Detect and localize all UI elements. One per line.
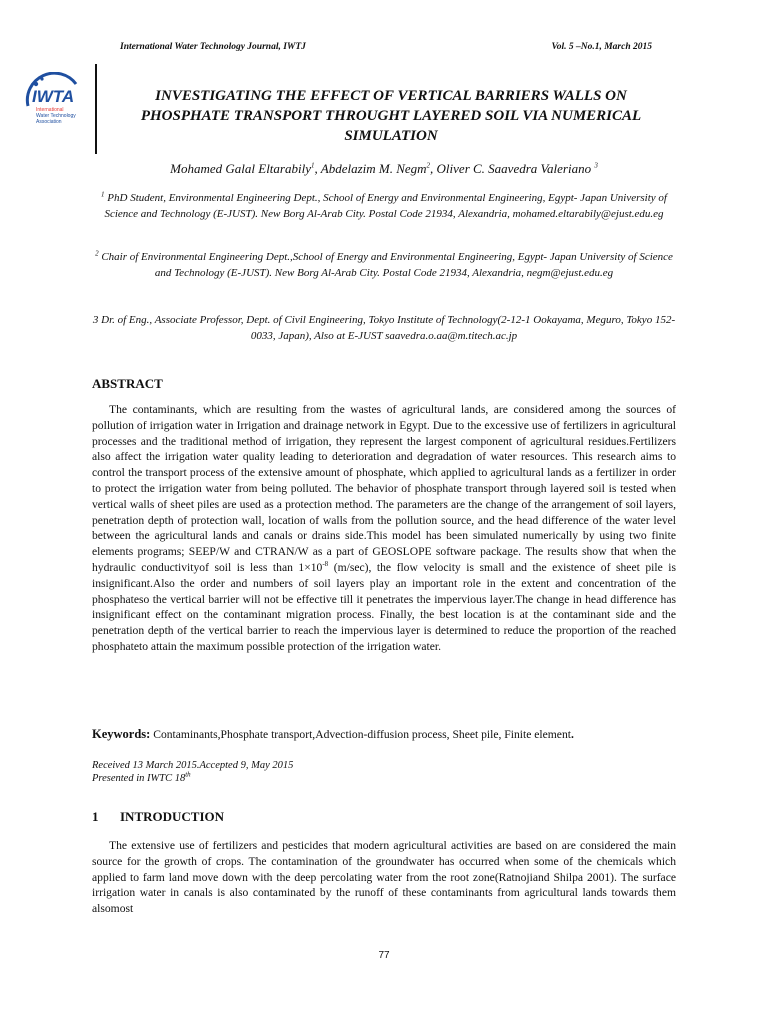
page-number: 77 <box>378 950 390 961</box>
abstract-text: The contaminants, which are resulting from the wastes of agricultural lands, are considered among the sources of pollution of irrigation water in Irrigation and drainage network in Egypt. Due to the excessive use of fertilizers in agricultural processes and the traditional method of irrigation, they represent the largest component of agricultural residues.Fertilizers also affect the irrigation water quality leading to deterioration and degradation of water resources. This research aims to control the transport process of the extensive amount of phosphate, which applied to agricultural lands as a fertilizer in order to protect the irrigation water from being polluted. The behavior of phosphate transport through layered soil is tested when vertical walls of sheet piles are used as a protection method. The parameters are the change of the arrangement of soil layers, penetration depth of protection wall, location of walls from the pollution source, and the head difference of the water level between the agricultural lands and canals or drains side.This model has been simulated numerically by using two finite elements programs; SEEP/W and CTRAN/W as a part of GEOSLOPE software package. The results show that when the hydraulic conductivityof soil is less than $1\times 10^{-8}$ (m/sec), the flow velocity is small and the existence of sheet pile is insignificant.Also the order and numbers of soil layers play an important role in the extent and concentration of the phosphateso the vertical barrier will not be effective till it penetrates the impervious layer.The change in head difference has insignificant effect on the contaminant migration process. Finally, the best location is at the contaminant side and the penetration depth of the vertical barrier to reach the impervious layer is determined to reduce the proportion of the reached phosphateto attain the maximum possible protection of the irrigation water. <box>92 403 676 653</box>
publication-dates <box>92 759 293 785</box>
svg-text:IWTA: IWTA <box>32 87 75 106</box>
section-heading-introduction <box>92 809 224 825</box>
section-title: INTRODUCTION <box>120 809 225 824</box>
author-sup: 1 <box>310 161 315 170</box>
svg-text:Water Technology: Water Technology <box>36 113 76 119</box>
introduction-text: The extensive use of fertilizers and pesticides that modern agricultural activities are based on are considered the main source for the growth of crops. The contamination of the groundwater has occurred when some of the chemicals which applied to farm land move down with the deep percolating water from the root zone(Ratnojiand Shilpa 2001). The surface irrigation water in canals is also contaminated by the runoff of these contaminants from agricultural lands towards them alsomost <box>92 839 676 916</box>
paper-title: INVESTIGATING THE EFFECT OF VERTICAL BARRIERS WALLS ON PHOSPHATE TRANSPORT THROUGHT LAYERED SOIL VIA NUMERICAL SIMULATION <box>140 88 642 144</box>
affiliation: $^1$ PhD Student, Environmental Engineering Dept., School of Energy and Environmental Engineering, Egypt- Japan University of Science and Technology (E-JUST). New Borg Al-Arab City. Postal Code 21934, Alexandria, mohamed.eltarabily@ejust.edu.eg <box>101 190 667 220</box>
affiliation: 3 Dr. of Eng., Associate Professor, Dept. of Civil Engineering, Tokyo Institute of Technology(2-12-1 Ookayama, Meguro, Tokyo 152-0033, Japan), Also at E-JUST saavedra.o.aa@m.titech.ac.jp <box>92 314 676 342</box>
iwta-logo <box>24 72 86 134</box>
volume-info: Vol. 5 –No.1, March 2015 <box>551 42 652 52</box>
section-number: 1 <box>92 809 99 824</box>
title-divider <box>95 64 97 154</box>
keywords-label: Keywords: <box>92 727 151 741</box>
author-sup: 3 <box>594 161 598 170</box>
journal-name: International Water Technology Journal, IWTJ <box>120 42 306 52</box>
running-header <box>120 42 652 52</box>
svg-text:Association: Association <box>36 119 62 125</box>
author-sup: 2 <box>426 161 431 170</box>
author-name: Oliver C. Saavedra Valeriano <box>436 161 595 176</box>
received-date: Received 13 March 2015.Accepted 9, May 2015 <box>92 760 294 771</box>
affiliation: $^2$ Chair of Environmental Engineering Dept.,School of Energy and Environmental Engineering, Egypt- Japan University of Science and Technology (E-JUST). New Borg Al-Arab City. Postal Code 21934, Alexandria, negm@ejust.edu.eg <box>95 249 673 279</box>
presented-info: Presented in IWTC 18th <box>92 770 191 784</box>
keywords: Keywords: Contaminants,Phosphate transport,Advection-diffusion process, Sheet pile, Finite element. <box>92 727 574 741</box>
author-name: Abdelazim M. Negm <box>320 161 427 176</box>
author-name: Mohamed Galal Eltarabily <box>170 161 311 176</box>
svg-text:International: International <box>36 107 64 113</box>
abstract-heading: ABSTRACT <box>92 376 163 391</box>
author-list: Mohamed Galal Eltarabily$^1$, Abdelazim M. Negm$^2$, Oliver C. Saavedra Valeriano $^3$ <box>170 161 598 176</box>
